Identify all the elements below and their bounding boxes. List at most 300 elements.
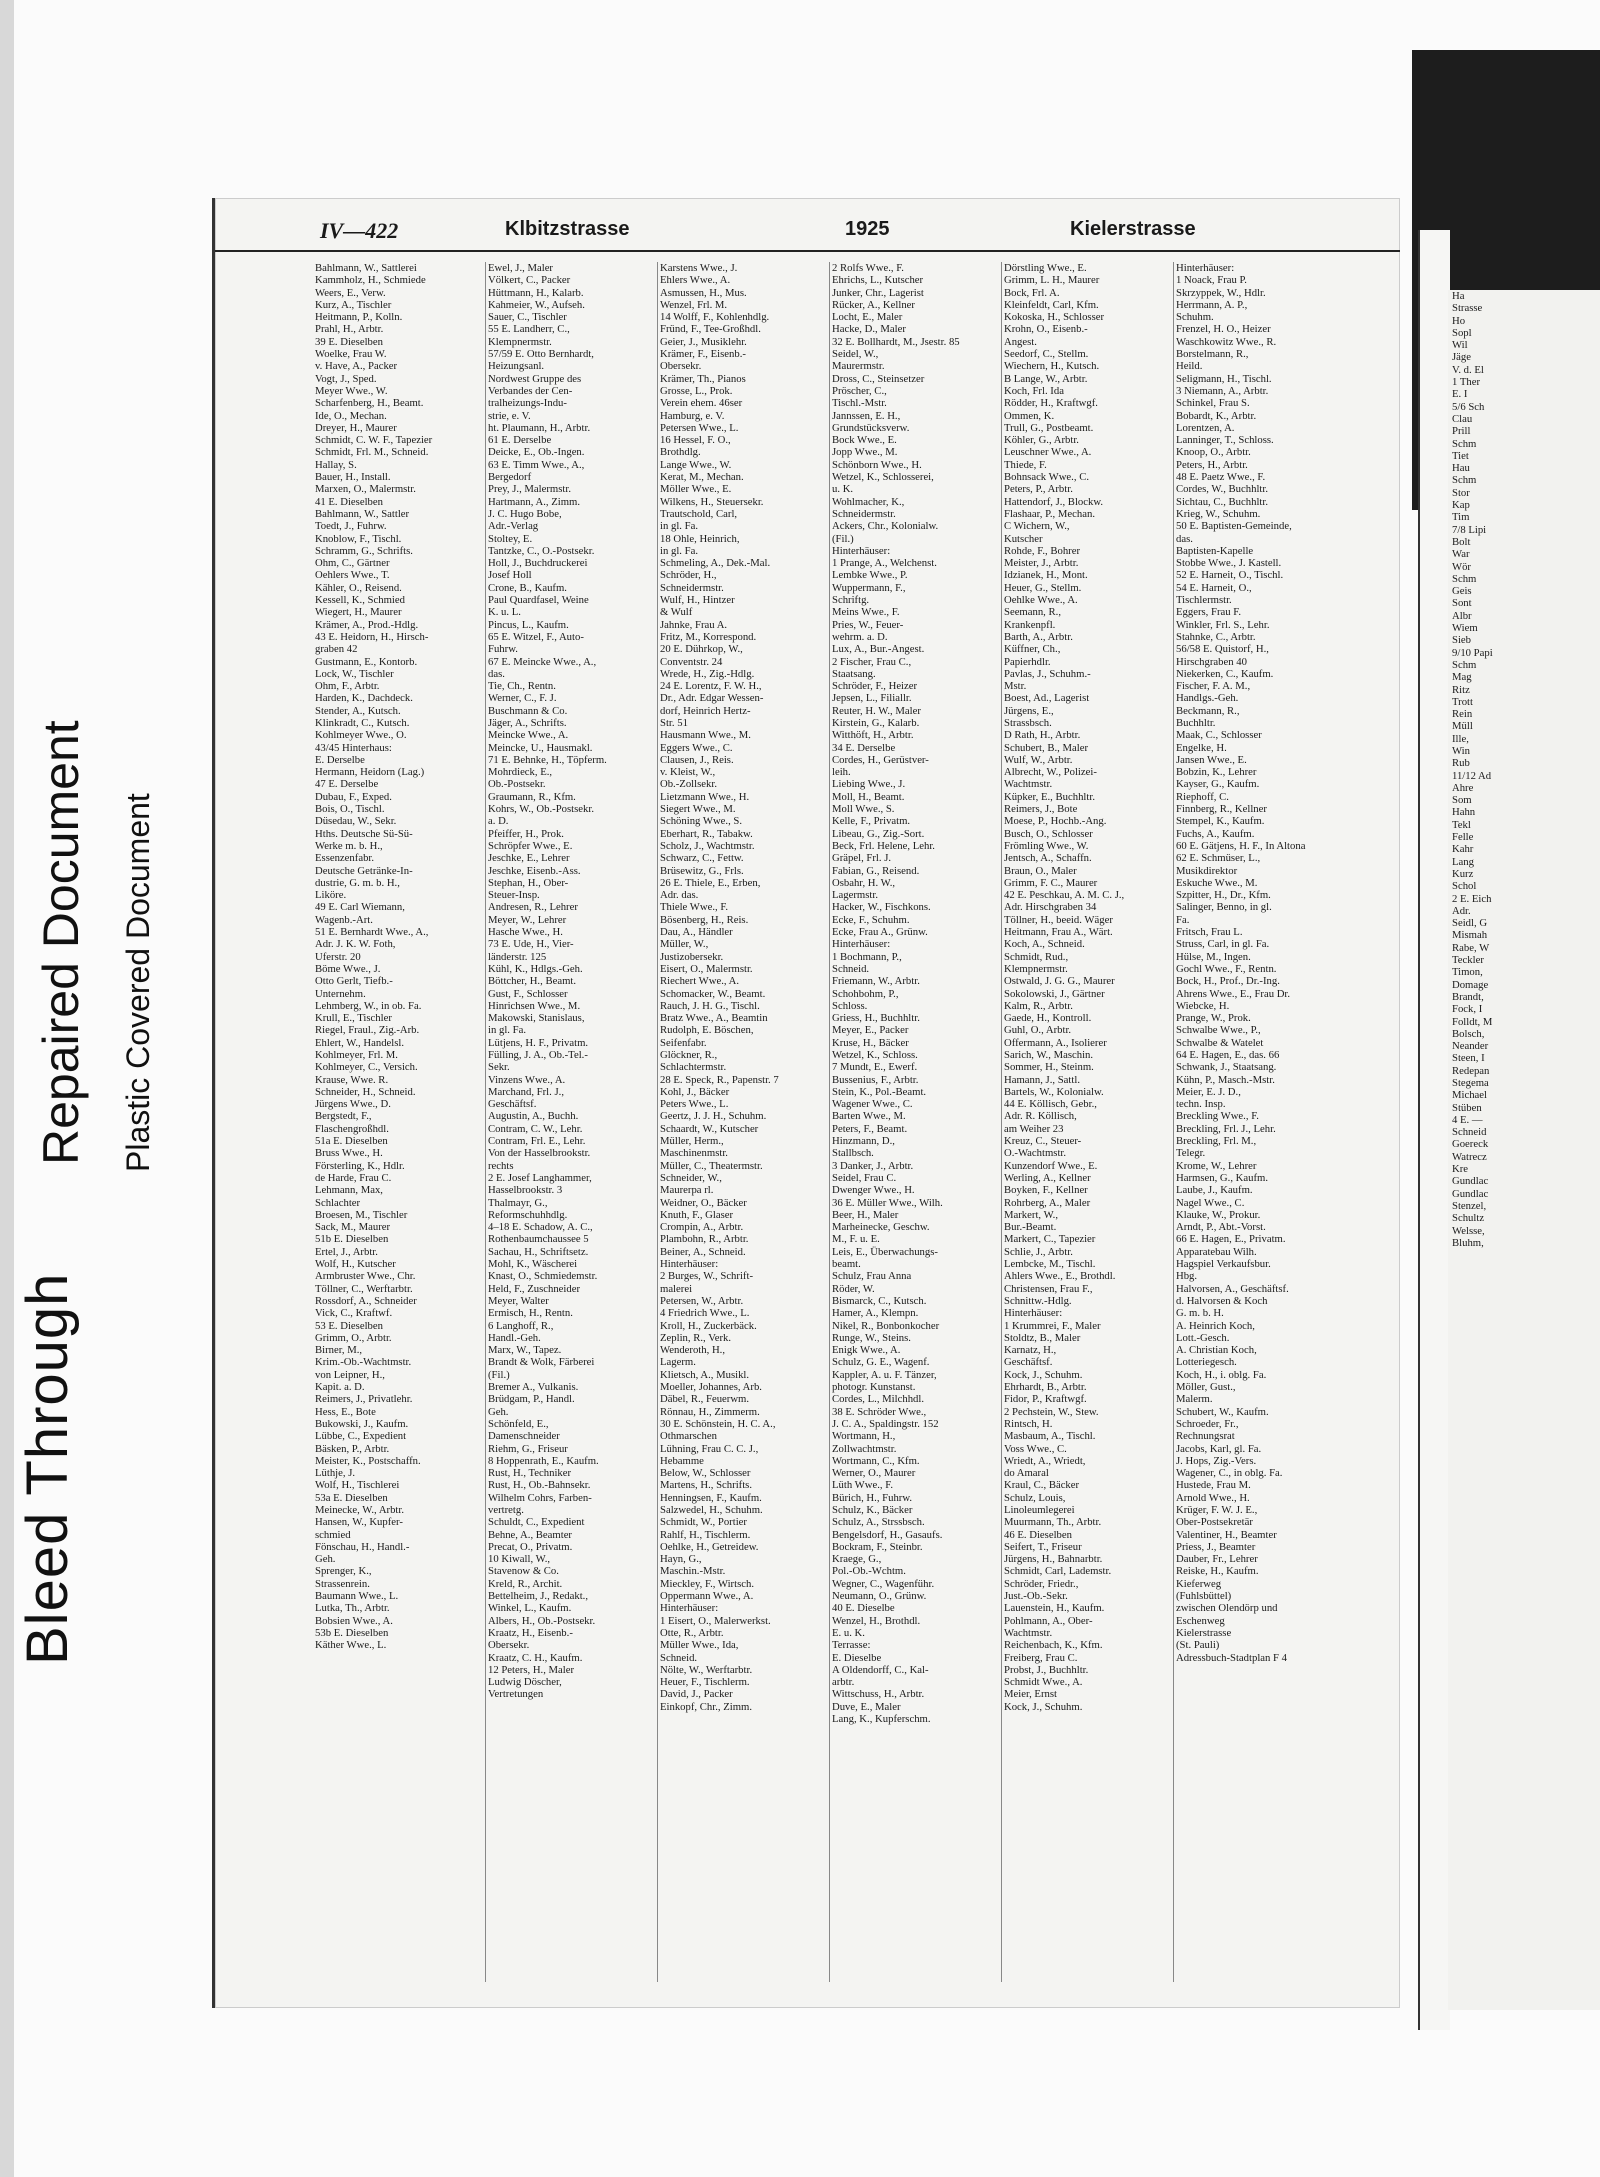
directory-entry: Schlie, J., Arbtr. (1004, 1245, 1073, 1258)
directory-entry: 51 E. Bernhardt Wwe., A., (315, 926, 429, 939)
directory-entry: Wriedt, A., Wriedt, (1004, 1454, 1086, 1467)
directory-entry: Reuter, H. W., Maler (832, 704, 921, 717)
directory-entry: Lutka, Th., Arbtr. (315, 1602, 390, 1615)
directory-entry: War (1452, 548, 1470, 561)
directory-entry: Martens, H., Schrifts. (660, 1479, 753, 1492)
directory-entry: 67 E. Meincke Wwe., A., (488, 655, 597, 668)
directory-entry: Trull, G., Postbeamt. (1004, 421, 1094, 434)
directory-entry: Obersekr. (660, 360, 702, 373)
directory-entry: Klempnermstr. (1004, 962, 1068, 975)
directory-entry: Stoldtz, B., Maler (1004, 1331, 1081, 1344)
directory-entry: Bruss Wwe., H. (315, 1147, 383, 1160)
directory-entry: Wilhelm Cohrs, Farben- (488, 1491, 592, 1504)
directory-entry: Hansen, W., Kupfer- (315, 1516, 403, 1529)
directory-entry: 55 E. Landherr, C., (488, 323, 570, 336)
directory-entry: Hirschgraben 40 (1176, 655, 1247, 668)
directory-entry: Gust, F., Schlosser (488, 987, 568, 1000)
directory-entry: Mag (1452, 671, 1472, 684)
directory-entry: Moese, P., Hochb.-Ang. (1004, 815, 1107, 828)
directory-entry: do Amaral (1004, 1467, 1049, 1480)
listing-columns (313, 262, 1403, 1982)
directory-entry: Thiele Wwe., F. (660, 901, 729, 914)
directory-entry: Jäge (1452, 351, 1471, 364)
directory-entry: beamt. (832, 1258, 861, 1271)
directory-entry: 3 Danker, J., Arbtr. (832, 1159, 914, 1172)
directory-entry: Goereck (1452, 1138, 1489, 1151)
directory-entry: Bauer, H., Install. (315, 471, 391, 484)
directory-entry: Kurz, A., Tischler (315, 298, 392, 311)
directory-entry: Stegema (1452, 1077, 1489, 1089)
directory-entry: Schneider, W., (660, 1171, 722, 1184)
directory-entry: Schinkel, Frau S. (1176, 397, 1250, 410)
directory-entry: Schmidt, Rud., (1004, 950, 1069, 963)
directory-entry: Ecke, F., Schuhm. (832, 913, 910, 926)
directory-entry: Wulf, H., Hintzer (660, 594, 735, 607)
directory-entry: 60 E. Gätjens, H. F., In Altona (1176, 839, 1306, 852)
directory-entry: Fritsch, Frau L. (1176, 926, 1243, 939)
directory-entry: Kahmeier, W., Aufseh. (488, 298, 585, 311)
directory-entry: Schm (1452, 658, 1477, 671)
directory-entry: Domage (1452, 978, 1489, 991)
directory-entry: Maschin.-Mstr. (660, 1565, 726, 1578)
directory-entry: Win (1452, 744, 1470, 757)
directory-entry: Bratz Wwe., A., Beamtin (660, 1012, 768, 1025)
directory-entry: Zollwachtmstr. (832, 1442, 897, 1455)
directory-entry: Möller, Gust., (1176, 1381, 1236, 1394)
directory-entry: Barten Wwe., M. (832, 1110, 906, 1123)
directory-entry: Hayn, G., (660, 1553, 702, 1566)
directory-entry: Lagerm. (660, 1356, 696, 1369)
directory-entry: Rust, H., Techniker (488, 1467, 572, 1480)
column-5 (1001, 262, 1170, 1982)
directory-entry: Duve, E., Maler (832, 1700, 901, 1713)
directory-entry: 66 E. Hagen, E., Privatm. (1176, 1233, 1286, 1246)
directory-entry: Riephoff, C. (1176, 790, 1229, 803)
directory-entry: Ahlers Wwe., E., Brothdl. (1004, 1270, 1116, 1283)
directory-entry: Locht, E., Maler (832, 311, 903, 324)
directory-entry: Wör (1452, 560, 1471, 573)
directory-entry: J. Hops, Zig.-Vers. (1176, 1454, 1257, 1467)
directory-entry: Below, W., Schlosser (660, 1467, 751, 1480)
directory-entry: Kreld, R., Archit. (488, 1577, 563, 1590)
column-6 (1173, 262, 1354, 1982)
directory-entry: Rönnau, H., Zimmerm. (660, 1405, 760, 1418)
directory-entry: Wachtmstr. (1004, 778, 1053, 791)
directory-entry: Ob.-Postsekr. (488, 778, 546, 791)
directory-entry: Rothenbaumchaussee 5 (488, 1233, 589, 1246)
directory-entry: Papierhdlr. (1004, 655, 1051, 668)
directory-entry: Geis (1452, 585, 1472, 598)
directory-entry: Schlachter (315, 1196, 361, 1209)
directory-entry: Jäger, A., Schrifts. (488, 716, 567, 729)
directory-entry: Thalmayr, G., (488, 1196, 548, 1209)
directory-entry: Brüsewitz, G., Frls. (660, 864, 744, 877)
directory-entry: Hattendorf, J., Blockw. (1004, 495, 1104, 508)
directory-entry: Karnatz, H., (1004, 1344, 1057, 1357)
directory-entry: Bock, Frl. A. (1004, 286, 1060, 299)
directory-entry: Stüben (1452, 1101, 1482, 1114)
directory-entry: Schohbohm, P., (832, 987, 899, 1000)
directory-entry: Mstr. (1004, 680, 1027, 693)
directory-entry: Krämer, Th., Pianos (660, 372, 746, 385)
directory-entry: Bolt (1452, 535, 1471, 548)
directory-entry: Broesen, M., Tischler (315, 1208, 408, 1221)
directory-entry: Kraul, C., Bäcker (1004, 1479, 1080, 1492)
directory-entry: Paul Quardfasel, Weine (488, 594, 589, 607)
directory-entry: Köhler, G., Arbtr. (1004, 434, 1079, 447)
directory-entry: 4–18 E. Schadow, A. C., (488, 1221, 593, 1234)
directory-entry: Rust, H., Ob.-Bahnsekr. (488, 1479, 591, 1492)
directory-entry: Ehlers Wwe., A. (660, 274, 731, 287)
directory-entry: Tischlermstr. (1176, 594, 1232, 607)
directory-entry: Meincke, U., Hausmakl. (488, 741, 593, 754)
directory-entry: Jannssen, E. H., (832, 409, 901, 422)
right-street-heading: Kielerstrasse (1070, 218, 1196, 240)
directory-entry: Damenschneider (488, 1430, 560, 1443)
directory-entry: Kap (1452, 499, 1470, 512)
directory-entry: Seidel, W., (832, 348, 879, 361)
directory-entry: Krause, Wwe. R. (315, 1073, 389, 1086)
directory-entry: Zeplin, R., Verk. (660, 1331, 732, 1344)
directory-entry: Sommer, H., Steinm. (1004, 1061, 1094, 1074)
directory-entry: Vinzens Wwe., A. (488, 1073, 566, 1086)
directory-entry: 56/58 E. Quistorf, H., (1176, 643, 1269, 656)
directory-entry: Markert, C., Tapezier (1004, 1233, 1096, 1246)
directory-entry: Kock, J., Schuhm. (1004, 1368, 1083, 1381)
directory-entry: Meyer, Walter (488, 1294, 549, 1307)
directory-entry: Tie, Ch., Rentn. (488, 680, 556, 693)
directory-entry: Koch, A., Schneid. (1004, 938, 1085, 951)
directory-entry: Ahre (1452, 781, 1474, 794)
directory-entry: Klauke, W., Prokur. (1176, 1208, 1261, 1221)
directory-entry: Jürgens, E., (1004, 704, 1054, 717)
directory-entry: A. Christian Koch, (1176, 1344, 1257, 1357)
directory-entry: Crompin, A., Arbtr. (660, 1221, 744, 1234)
directory-entry: Hüttmann, H., Kalarb. (488, 286, 584, 299)
directory-entry: Klietsch, A., Musikl. (660, 1368, 750, 1381)
directory-entry: Kieferweg (1176, 1577, 1222, 1590)
directory-entry: Knoblow, F., Tischl. (315, 532, 402, 545)
directory-entry: Heuer, F., Tischlerm. (660, 1676, 750, 1689)
directory-entry: Lembcke, M., Tischl. (1004, 1258, 1096, 1271)
directory-entry: 1 Ther (1452, 376, 1480, 389)
directory-entry: Hacker, W., Fischkons. (832, 901, 931, 914)
directory-entry: Schröder, H., (660, 569, 717, 582)
directory-entry: in gl. Fa. (660, 520, 699, 533)
directory-entry: Armbruster Wwe., Chr. (315, 1270, 416, 1283)
directory-entry: Kraege, G., (832, 1553, 882, 1566)
directory-entry: Marxen, O., Malermstr. (315, 483, 416, 496)
page-number: IV—422 (320, 218, 399, 243)
directory-entry: Wenderoth, H., (660, 1344, 726, 1357)
directory-entry: Lütjens, H. F., Privatm. (488, 1036, 589, 1049)
directory-entry: Meinecke, W., Arbtr. (315, 1503, 405, 1516)
directory-entry: Bock, H., Prof., Dr.-Ing. (1176, 975, 1280, 988)
directory-entry: Müller, W., (660, 938, 709, 951)
directory-entry: Kraatz, C. H., Kaufm. (488, 1651, 583, 1664)
directory-entry: v. Have, A., Packer (315, 360, 398, 373)
directory-entry: E. u. K. (832, 1626, 865, 1639)
directory-entry: Schönfeld, E., (488, 1417, 549, 1430)
directory-entry: 7 Mundt, E., Ewerf. (832, 1061, 918, 1074)
directory-entry: Fründ, F., Tee-Großhdl. (660, 323, 761, 336)
directory-entry: Seligmann, H., Tischl. (1176, 372, 1272, 385)
directory-entry: Prey, J., Malermstr. (488, 483, 572, 496)
directory-entry: Witthöft, H., Arbtr. (832, 729, 914, 742)
plastic-covered-label: Plastic Covered Document (120, 793, 156, 1172)
directory-entry: 6 Langhoff, R., (488, 1319, 554, 1332)
directory-entry: Strassenrein. (315, 1577, 370, 1590)
directory-entry: Schloss. (832, 999, 868, 1012)
directory-entry: Schultz (1452, 1212, 1485, 1225)
directory-entry: Schuldt, C., Expedient (488, 1516, 585, 1529)
directory-entry: 42 E. Peschkau, A. M. C. J., (1004, 889, 1125, 902)
directory-entry: Bahlmann, W., Sattlerei (315, 262, 417, 274)
directory-entry: Pröscher, C., (832, 384, 887, 397)
directory-entry: Ehrhardt, B., Arbtr. (1004, 1381, 1087, 1394)
directory-entry: Idzianek, H., Mont. (1004, 569, 1088, 582)
directory-entry: Lühning, Frau C. C. J., (660, 1442, 759, 1455)
directory-entry: Verbandes der Cen- (488, 384, 573, 397)
directory-entry: Meier, E. J. D., (1176, 1085, 1241, 1098)
directory-entry: Rauch, J. H. G., Tischl. (660, 999, 760, 1012)
directory-entry: Schaardt, W., Kutscher (660, 1122, 759, 1135)
directory-entry: Niekerken, C., Kaufm. (1176, 667, 1274, 680)
directory-entry: Meister, K., Postschaffn. (315, 1454, 421, 1467)
directory-entry: Lagermstr. (832, 889, 879, 902)
directory-entry: Hess, E., Bote (315, 1405, 376, 1418)
directory-entry: Schulz, K., Bäcker (832, 1503, 913, 1516)
directory-entry: Rahlf, H., Tischlerm. (660, 1528, 751, 1541)
directory-entry: Schmidt, C. W. F., Tapezier (315, 434, 433, 447)
directory-entry: Guhl, O., Arbtr. (1004, 1024, 1072, 1037)
directory-entry: Peters Wwe., L. (660, 1098, 729, 1111)
directory-entry: Schröpfer Wwe., E. (488, 839, 573, 852)
directory-entry: Kahr (1452, 843, 1474, 856)
directory-entry: Staatsang. (832, 667, 876, 680)
directory-entry: Schneidermstr. (832, 507, 896, 520)
directory-entry: Hau (1452, 462, 1470, 475)
directory-entry: Valentiner, H., Beamter (1176, 1528, 1277, 1541)
directory-entry: Geier, J., Musiklehr. (660, 335, 747, 348)
directory-entry: Meyer Wwe., W. (315, 384, 388, 397)
directory-entry: Schramm, G., Schrifts. (315, 544, 413, 557)
directory-entry: Meier, Ernst (1004, 1688, 1057, 1701)
directory-entry: Bürich, H., Fuhrw. (832, 1491, 913, 1504)
directory-entry: 30 E. Schönstein, H. C. A., (660, 1417, 776, 1430)
directory-entry: Wolf, H., Tischlerei (315, 1479, 400, 1492)
directory-entry: 51b E. Dieselben (315, 1233, 389, 1246)
directory-entry: Dau, A., Händler (660, 926, 733, 939)
directory-entry: Toedt, J., Fuhrw. (315, 520, 387, 533)
directory-entry: (Fuhlsbüttel) (1176, 1590, 1232, 1603)
directory-entry: Krim.-Ob.-Wachtmstr. (315, 1356, 412, 1369)
directory-entry: Thiede, F. (1004, 458, 1047, 471)
directory-entry: Grimm, F. C., Maurer (1004, 876, 1098, 889)
directory-entry: Cordes, H., Gerüstver- (832, 753, 929, 766)
directory-entry: 2 E. Eich (1452, 892, 1492, 905)
directory-entry: K. u. L. (488, 606, 521, 619)
left-street-heading: Klbitzstrasse (505, 218, 630, 240)
directory-entry: dorf, Heinrich Hertz- (660, 704, 751, 717)
directory-entry: Wuppermann, F., (832, 581, 906, 594)
directory-entry: Kammholz, H., Schmiede (315, 274, 426, 287)
directory-entry: Borstelmann, R., (1176, 348, 1249, 361)
directory-entry: Flaschengroßhdl. (315, 1122, 389, 1135)
directory-entry: Völkert, C., Packer (488, 274, 571, 287)
directory-entry: Wegner, C., Wagenführ. (832, 1577, 935, 1590)
directory-entry: Rödder, H., Kraftwgf. (1004, 397, 1098, 410)
directory-entry: Schönborn Wwe., H. (832, 458, 922, 471)
bleed-through-label: Bleed Through (15, 1272, 80, 1665)
directory-entry: Fabian, G., Reisend. (832, 864, 920, 877)
directory-entry: Terrasse: (832, 1639, 871, 1652)
directory-entry: 24 E. Lorentz, F. W. H., (660, 680, 762, 693)
directory-entry: Dörstling Wwe., E. (1004, 262, 1087, 274)
directory-entry: Wachtmstr. (1004, 1626, 1053, 1639)
directory-entry: 48 E. Paetz Wwe., F. (1176, 471, 1266, 484)
directory-entry: Gustmann, E., Kontorb. (315, 655, 418, 668)
directory-entry: 54 E. Harneit, O., (1176, 581, 1252, 594)
directory-entry: Schmidt Wwe., A. (1004, 1676, 1083, 1689)
directory-entry: 41 E. Dieselben (315, 495, 383, 508)
directory-entry: Schwarz, C., Fettw. (660, 852, 744, 865)
directory-entry: Steuer-Insp. (488, 889, 540, 902)
left-edge (0, 0, 14, 2177)
directory-entry: Sont (1452, 597, 1472, 610)
directory-entry: Handlgs.-Geh. (1176, 692, 1239, 705)
directory-entry: Folldt, M (1452, 1015, 1493, 1028)
directory-entry: Michael (1452, 1089, 1488, 1102)
directory-entry: Gräpel, Frl. J. (832, 852, 892, 865)
directory-entry: Scharfenberg, H., Beamt. (315, 397, 424, 410)
directory-entry: (Fil.) (832, 532, 854, 545)
directory-entry: Oehlke Wwe., A. (1004, 594, 1078, 607)
directory-entry: Wiegert, H., Maurer (315, 606, 402, 619)
directory-entry: Bismarck, C., Kutsch. (832, 1294, 927, 1307)
directory-entry: Bahlmann, W., Sattler (315, 507, 410, 520)
directory-entry: 2 Rolfs Wwe., F. (832, 262, 904, 274)
directory-entry: Runge, W., Steins. (832, 1331, 911, 1344)
directory-entry: Seifenfabr. (660, 1036, 707, 1049)
directory-entry: Cordes, W., Buchhltr. (1176, 483, 1269, 496)
directory-entry: Stenzel, (1452, 1199, 1487, 1212)
directory-entry: Asmussen, H., Mus. (660, 286, 747, 299)
directory-entry: Beer, H., Maler (832, 1208, 899, 1221)
directory-entry: Rub (1452, 757, 1470, 770)
directory-entry: Hinzmann, D., (832, 1135, 895, 1148)
directory-entry: Röder, W. (832, 1282, 875, 1295)
directory-entry: in gl. Fa. (488, 1024, 527, 1037)
directory-entry: Reimers, J., Privatlehr. (315, 1393, 413, 1406)
directory-entry: Steen, I (1452, 1052, 1485, 1065)
directory-entry: Jentsch, A., Schaffn. (1004, 852, 1092, 865)
directory-entry: Heitmann, P., Kolln. (315, 311, 403, 324)
directory-entry: Kruse, H., Bäcker (832, 1036, 909, 1049)
directory-entry: Kohlmeyer Wwe., O. (315, 729, 407, 742)
directory-entry: Böme Wwe., J. (315, 962, 381, 975)
directory-entry: 26 E. Thiele, E., Erben, (660, 876, 761, 889)
directory-entry: Busch, O., Schlosser (1004, 827, 1093, 840)
directory-entry: Ehlert, W., Handelsl. (315, 1036, 405, 1049)
directory-entry: Voss Wwe., C. (1004, 1442, 1067, 1455)
directory-entry: Engelke, H. (1176, 741, 1227, 754)
directory-entry: Masbaum, A., Tischl. (1004, 1430, 1096, 1443)
directory-entry: Küffner, Ch., (1004, 643, 1061, 656)
directory-entry: Lanninger, T., Schloss. (1176, 434, 1274, 447)
directory-entry: Deutsche Getränke-In- (315, 864, 413, 877)
directory-entry: Fuhrw. (488, 643, 518, 656)
directory-entry: Wagener Wwe., C. (832, 1098, 913, 1111)
directory-entry: 64 E. Hagen, E., das. 66 (1176, 1049, 1280, 1061)
directory-entry: Bur.-Beamt. (1004, 1221, 1057, 1234)
directory-entry: 50 E. Baptisten-Gemeinde, (1176, 520, 1292, 533)
directory-entry: Seifert, T., Friseur (1004, 1540, 1082, 1553)
directory-entry: Neumann, O., Grünw. (832, 1590, 927, 1603)
directory-entry: vertretg. (488, 1503, 524, 1516)
directory-entry: Kunzendorf Wwe., E. (1004, 1159, 1098, 1172)
directory-entry: Wiebcke, H. (1176, 999, 1230, 1012)
directory-entry: Schneidermstr. (660, 581, 724, 594)
directory-entry: Kroll, H., Zuckerbäck. (660, 1319, 757, 1332)
directory-entry: Kohl, J., Bäcker (660, 1085, 730, 1098)
directory-entry: Schubert, B., Maler (1004, 741, 1088, 754)
directory-entry: Hahn (1452, 806, 1476, 819)
directory-entry: Oehlke, H., Getreidew. (660, 1540, 759, 1553)
directory-entry: Schwalbe & Watelet (1176, 1036, 1264, 1049)
directory-entry: photogr. Kunstanst. (832, 1381, 916, 1394)
directory-entry: Schröder, Friedr., (1004, 1577, 1079, 1590)
directory-entry: Geh. (488, 1405, 509, 1418)
directory-entry: Schroeder, Fr., (1176, 1417, 1239, 1430)
directory-entry: (St. Pauli) (1176, 1639, 1220, 1652)
directory-entry: Müller, Herm., (660, 1135, 724, 1148)
directory-entry: Wortmann, H., (832, 1430, 896, 1443)
directory-entry: Petersen, W., Arbtr. (660, 1294, 744, 1307)
directory-entry: Rohde, F., Bohrer (1004, 544, 1081, 557)
directory-entry: Ewel, J., Maler (488, 262, 553, 274)
directory-entry: Kraatz, H., Eisenb.- (488, 1626, 573, 1639)
directory-entry: Rein (1452, 708, 1473, 721)
directory-entry: 4 E. — (1452, 1113, 1483, 1126)
directory-entry: Krome, W., Lehrer (1176, 1159, 1257, 1172)
directory-entry: Libeau, G., Zig.-Sort. (832, 827, 925, 840)
directory-entry: Kielerstrasse (1176, 1626, 1232, 1639)
directory-entry: 12 Peters, H., Maler (488, 1663, 575, 1676)
directory-entry: Krämer, A., Prod.-Hdlg. (315, 618, 419, 631)
directory-entry: 14 Wolff, F., Kohlenhdlg. (660, 311, 770, 324)
directory-entry: Ostwald, J. G. G., Maurer (1004, 975, 1115, 988)
directory-entry: Jeschke, Eisenb.-Ass. (488, 864, 581, 877)
directory-entry: Dwenger Wwe., H. (832, 1184, 915, 1197)
directory-entry: Fidor, P., Kraftwgf. (1004, 1393, 1087, 1406)
directory-entry: Bettelheim, J., Redakt., (488, 1590, 589, 1603)
directory-entry: Krieg, W., Schuhm. (1176, 507, 1261, 520)
directory-entry: Leuschner Wwe., A. (1004, 446, 1092, 459)
directory-entry: Braun, O., Maler (1004, 864, 1077, 877)
directory-entry: Schneider, H., Schneid. (315, 1085, 416, 1098)
directory-entry: Koch, Frl. Ida (1004, 384, 1064, 397)
directory-entry: Linoleumlegerei (1004, 1503, 1075, 1516)
directory-entry: Stoltey, E. (488, 532, 533, 545)
directory-entry: de Harde, Frau C. (315, 1171, 392, 1184)
directory-entry: Seidl, G (1452, 917, 1488, 930)
directory-entry: Wortmann, C., Kfm. (832, 1454, 920, 1467)
directory-entry: Kohrs, W., Ob.-Postsekr. (488, 803, 594, 816)
directory-entry: Kähler, O., Reisend. (315, 581, 402, 594)
directory-entry: 2 E. Josef Langhammer, (488, 1171, 592, 1184)
directory-entry: Nagel Wwe., C. (1176, 1196, 1245, 1209)
